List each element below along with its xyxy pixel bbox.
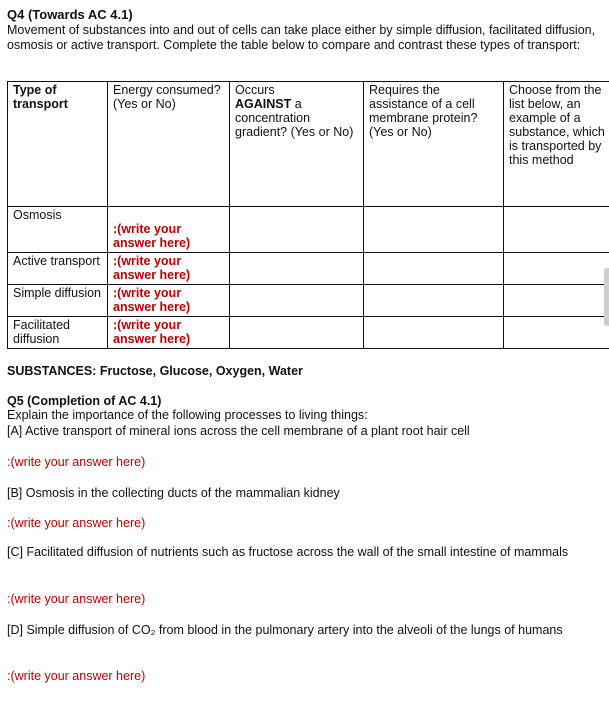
example-answer-cell[interactable] (504, 253, 609, 285)
header-energy-consumed: Energy consumed? (Yes or No) (108, 82, 230, 207)
row-type-label: Active transport (8, 253, 108, 285)
protein-answer-cell[interactable] (364, 253, 504, 285)
energy-answer-cell[interactable] (108, 317, 230, 349)
q5-answer-b[interactable]: :(write your answer here) (7, 516, 146, 530)
q5-title: Q5 (Completion of AC 4.1) (7, 394, 162, 408)
answer-placeholder[interactable]: :(write your answer here) (113, 286, 191, 314)
protein-answer-cell[interactable] (364, 207, 504, 253)
table-row-facilitated-diffusion (8, 317, 609, 349)
answer-placeholder[interactable]: :(write your answer here) (113, 222, 191, 250)
q5-part-c: [C] Facilitated diffusion of nutrients such as fructose across the wall of the small intestine of mammals (7, 545, 569, 559)
page-edge-tab (604, 268, 609, 326)
q4-title: Q4 (Towards AC 4.1) (7, 7, 133, 22)
row-type-label: Osmosis (8, 207, 108, 253)
example-answer-cell[interactable] (504, 207, 609, 253)
energy-answer-cell[interactable] (108, 253, 230, 285)
protein-answer-cell[interactable] (364, 285, 504, 317)
q5-part-b: [B] Osmosis in the collecting ducts of the mammalian kidney (7, 486, 340, 500)
substances-list: SUBSTANCES: Fructose, Glucose, Oxygen, Water (7, 364, 303, 378)
q5-answer-a[interactable]: :(write your answer here) (7, 455, 146, 469)
row-type-label: Simple diffusion (8, 285, 108, 317)
q5-answer-d[interactable]: :(write your answer here) (7, 669, 146, 683)
against-answer-cell[interactable] (230, 317, 364, 349)
against-answer-cell[interactable] (230, 285, 364, 317)
q5-part-a: [A] Active transport of mineral ions across the cell membrane of a plant root hair cell (7, 424, 470, 438)
q4-intro: Movement of substances into and out of cells can take place either by simple diffusion, facilitated diffusion, osmosis or active transport. Complete the table below to compare and contrast these types of transport: (7, 23, 596, 52)
against-answer-cell[interactable] (230, 207, 364, 253)
row-type-label: Facilitated diffusion (8, 317, 108, 349)
q5-answer-c[interactable]: :(write your answer here) (7, 592, 146, 606)
header-against-suffix: a concentration gradient? (Yes or No) (235, 97, 354, 139)
answer-placeholder[interactable]: :(write your answer here) (113, 318, 191, 346)
answer-placeholder[interactable]: :(write your answer here) (113, 254, 191, 282)
q5-part-d: [D] Simple diffusion of CO₂ from blood in the pulmonary artery into the alveoli of the lungs of humans (7, 623, 563, 637)
header-type-of-transport: Type of transport (8, 82, 108, 207)
transport-comparison-table (7, 81, 609, 349)
q5-intro: Explain the importance of the following processes to living things: (7, 408, 368, 422)
header-against-gradient (230, 82, 364, 207)
header-against-bold: AGAINST (235, 97, 292, 111)
example-answer-cell[interactable] (504, 317, 609, 349)
example-answer-cell[interactable] (504, 285, 609, 317)
header-against-prefix: Occurs (235, 83, 275, 97)
energy-answer-cell[interactable] (108, 285, 230, 317)
table-row-simple-diffusion (8, 285, 609, 317)
table-row-active-transport (8, 253, 609, 285)
table-header-row (8, 82, 609, 207)
table-row-osmosis (8, 207, 609, 253)
header-membrane-protein: Requires the assistance of a cell membrane protein? (Yes or No) (364, 82, 504, 207)
energy-answer-cell[interactable] (108, 207, 230, 253)
header-example-substance: Choose from the list below, an example of a substance, which is transported by this method (504, 82, 609, 207)
against-answer-cell[interactable] (230, 253, 364, 285)
protein-answer-cell[interactable] (364, 317, 504, 349)
